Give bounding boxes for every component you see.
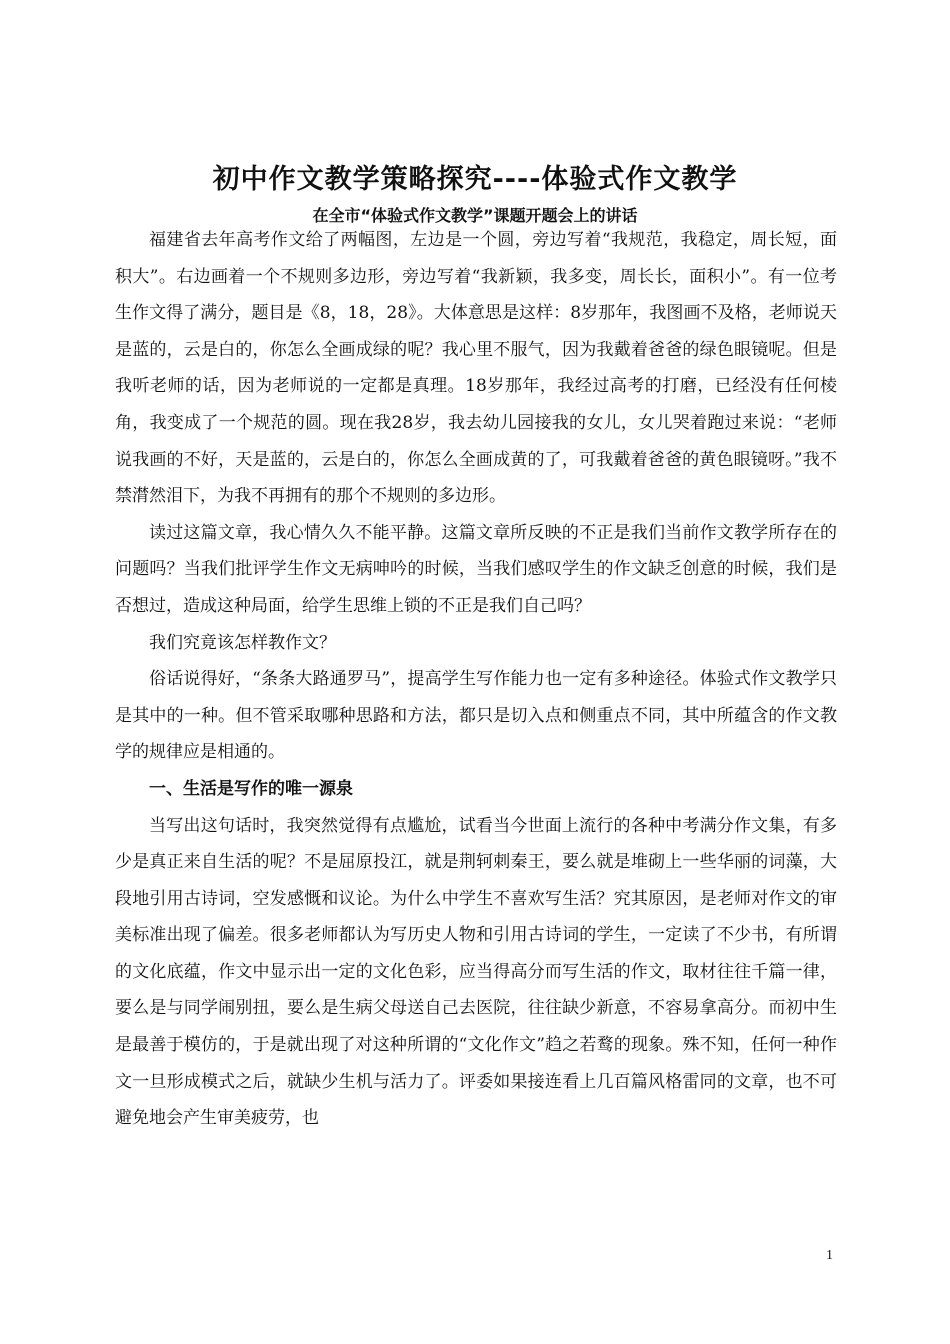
document-title: 初中作文教学策略探究----体验式作文教学: [212, 164, 738, 195]
document-subtitle: 在全市“体验式作文教学”课题开题会上的讲话: [312, 206, 638, 225]
paragraph: 俗话说得好，“条条大路通罗马”，提高学生写作能力也一定有多种途径。体验式作文教学只是其中的一种。但不管采取哪种思路和方法，都只是切入点和侧重点不同，其中所蕴含的作文教学的规律应是相通的。: [115, 669, 837, 763]
paragraph: 当写出这句话时，我突然觉得有点尴尬，试看当今世面上流行的各种中考满分作文集，有多少是真正来自生活的呢？不是屈原投江，就是荆轲刺秦王，要么就是堆砌上一些华丽的词藻，大段地引用古诗词，空发感慨和议论。为什么中学生不喜欢写生活？究其原因，是老师对作文的审美标准出现了偏差。很多老师都认为写历史人物和引用古诗词的学生，一定读了不少书，有所谓的文化底蕴，作文中显示出一定的文化色彩，应当得高分而写生活的作文，取材往往千篇一律，要么是与同学闹别扭，要么是生病父母送自己去医院，往往缺少新意，不容易拿高分。而初中生是最善于模仿的，于是就出现了对这种所谓的“文化作文”趋之若鹜的现象。殊不知，任何一种作文一旦形成模式之后，就缺少生机与活力了。评委如果接连看上几百篇风格雷同的文章，也不可避免地会产生审美疲劳，也: [115, 815, 837, 1129]
section-heading: 一、生活是写作的唯一源泉: [149, 778, 353, 799]
paragraph: 读过这篇文章，我心情久久不能平静。这篇文章所反映的不正是我们当前作文教学所存在的问题吗？当我们批评学生作文无病呻吟的时候，当我们感叹学生的作文缺乏创意的时候，我们是否想过，造成这种局面，给学生思维上锁的不正是我们自己吗？: [115, 522, 837, 616]
page-number: 1: [826, 1248, 833, 1263]
document-body: [115, 222, 837, 1137]
paragraph: 福建省去年高考作文给了两幅图，左边是一个圆，旁边写着“我规范，我稳定，周长短，面积大”。右边画着一个不规则多边形，旁边写着“我新颖，我多变，周长长，面积小”。有一位考生作文得了满分，题目是《8，18，28》。大体意思是这样：8岁那年，我图画不及格，老师说天是蓝的，云是白的，你怎么全画成绿的呢？我心里不服气，因为我戴着爸爸的绿色眼镜呢。但是我听老师的话，因为老师说的一定都是真理。18岁那年，我经过高考的打磨，已经没有任何棱角，我变成了一个规范的圆。现在我28岁，我去幼儿园接我的女儿，女儿哭着跑过来说：“老师说我画的不好，天是蓝的，云是白的，你怎么全画成黄的了，可我戴着爸爸的黄色眼镜呀。”我不禁潸然泪下，为我不再拥有的那个不规则的多边形。: [115, 230, 837, 507]
paragraph: 我们究竟该怎样教作文？: [149, 632, 336, 653]
